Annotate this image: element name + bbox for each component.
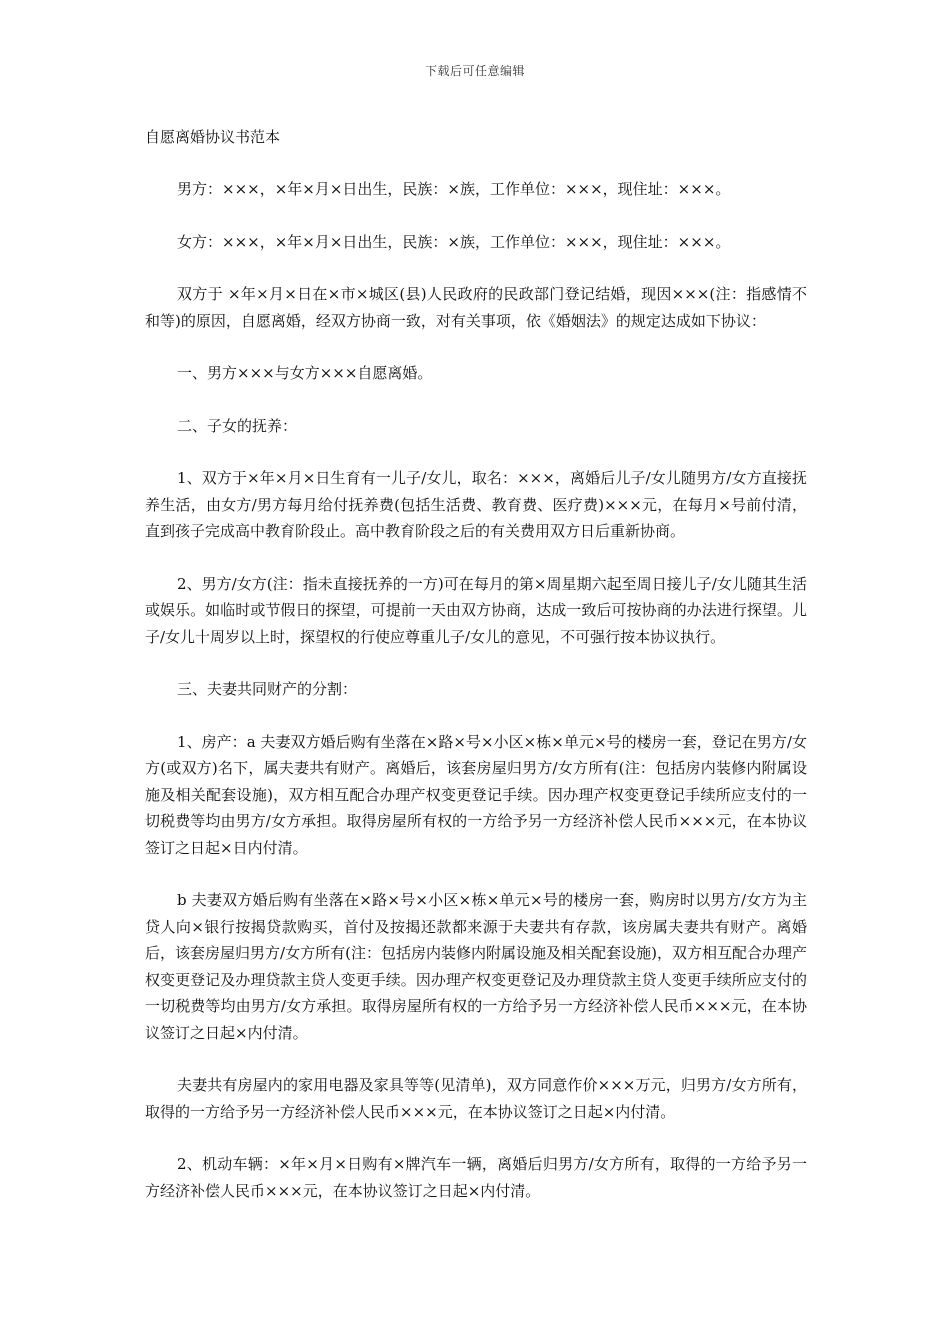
document-body [145,124,807,1230]
paragraph-property-b: b 夫妻双方婚后购有坐落在×路×号×小区×栋×单元×号的楼房一套，购房时以男方/女方为主贷人向×银行按揭贷款购买，首付及按揭还款都来源于夫妻共有存款，该房属夫妻共有财产。离婚后，该套房屋归男方/女方所有(注：包括房内装修内附属设施及相关配套设施)，双方相互配合办理产权变更登记及办理贷款主贷人变更手续。因办理产权变更登记及办理贷款主贷人变更手续所应支付的一切税费等均由男方/女方承担。取得房屋所有权的一方给予另一方经济补偿人民币×××元，在本协议签订之日起×内付清。 [145,891,807,1042]
paragraph-clause-2-heading: 二、子女的抚养： [177,416,298,435]
paragraph-clause-3-heading: 三、夫妻共同财产的分割： [177,680,358,698]
paragraph-preamble: 双方于 ×年×月×日在×市×城区(县)人民政府的民政部门登记结婚，现因×××(注：指感情不和等)的原因，自愿离婚，经双方协商一致，对有关事项，依《婚姻法》的规定达成如下协议： [145,285,807,330]
paragraph-vehicle: 2、机动车辆：×年×月×日购有×牌汽车一辆，离婚后归男方/女方所有，取得的一方给予另一方经济补偿人民币×××元，在本协议签订之日起×内付清。 [145,1155,807,1200]
paragraph-male-party: 男方：×××，×年×月×日出生，民族：×族，工作单位：×××，现住址：×××。 [177,180,731,198]
paragraph-child-support: 1、双方于×年×月×日生育有一儿子/女儿，取名：×××，离婚后儿子/女儿随男方/女方直接抚养生活，由女方/男方每月给付抚养费(包括生活费、教育费、医疗费)×××元，在每月×号前付清，直到孩子完成高中教育阶段止。高中教育阶段之后的有关费用双方日后重新协商。 [145,469,807,540]
paragraph-clause-1: 一、男方×××与女方×××自愿离婚。 [177,364,433,382]
paragraph-visitation: 2、男方/女方(注：指未直接抚养的一方)可在每月的第×周星期六起至周日接儿子/女儿随其生活或娱乐。如临时或节假日的探望，可提前一天由双方协商，达成一致后可按协商的办法进行探望。儿子/女儿十周岁以上时，探望权的行使应尊重儿子/女儿的意见，不可强行按本协议执行。 [145,574,807,646]
document-title: 自愿离婚协议书范本 [145,128,281,146]
paragraph-female-party: 女方：×××，×年×月×日出生，民族：×族，工作单位：×××，现住址：×××。 [177,232,731,251]
paragraph-household-items: 夫妻共有房屋内的家用电器及家具等等(见清单)，双方同意作价×××万元，归男方/女方所有，取得的一方给予另一方经济补偿人民币×××元，在本协议签订之日起×内付清。 [145,1076,807,1121]
paragraph-property-a: 1、房产：a 夫妻双方婚后购有坐落在×路×号×小区×栋×单元×号的楼房一套，登记在男方/女方(或双方)名下，属夫妻共有财产。离婚后，该套房屋归男方/女方所有(注：包括房内装修内附属设施及相关配套设施)，双方相互配合办理产权变更登记手续。因办理产权变更登记手续所应支付的一切税费等均由男方/女方承担。取得房屋所有权的一方给予另一方经济补偿人民币×××元，在本协议签订之日起×日内付清。 [145,732,807,857]
header-note: 下载后可任意编辑 [424,64,525,78]
